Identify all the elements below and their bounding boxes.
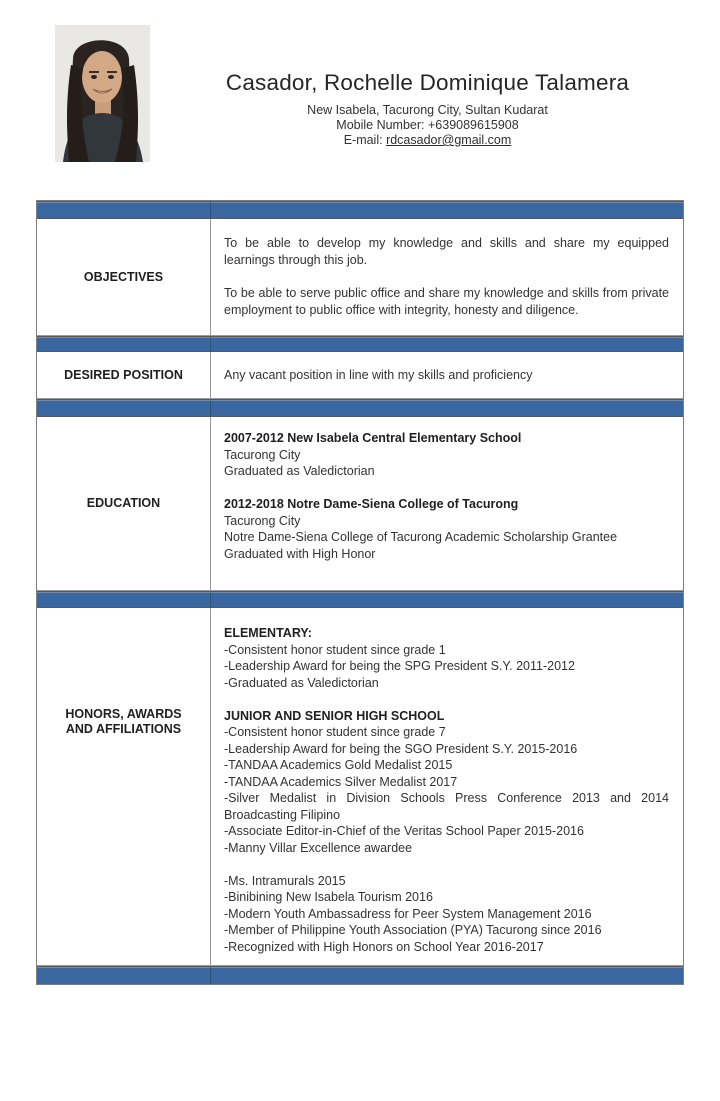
honors-highschool-list — [224, 724, 669, 856]
honors-label-line: AND AFFILIATIONS — [65, 722, 182, 736]
honors-item: -Manny Villar Excellence awardee — [224, 840, 413, 855]
honors-label-line: HONORS, AWARDS — [65, 707, 182, 721]
honors-item: -Ms. Intramurals 2015 — [224, 873, 346, 888]
mobile-line — [165, 118, 690, 133]
education-entry-line: Graduated with High Honor — [224, 546, 376, 561]
honors-elementary-list — [224, 642, 669, 692]
education-entry-title: 2012-2018 Notre Dame-Siena College of Tacurong — [224, 497, 519, 511]
education-entry-title: 2007-2012 New Isabela Central Elementary School — [224, 431, 522, 445]
email-label: E-mail: — [343, 133, 387, 147]
divider-bar-left-cell — [37, 202, 211, 218]
honors-item: -Member of Philippine Youth Association (PYA) Tacurong since 2016 — [224, 923, 602, 937]
honors-item: -Consistent honor student since grade 1 — [224, 642, 446, 657]
education-entry-line: Tacurong City — [224, 447, 301, 462]
objectives-content — [211, 219, 683, 335]
honors-other-list — [224, 873, 669, 956]
section-divider-bar — [37, 201, 683, 219]
section-divider-bar — [37, 336, 683, 352]
honors-item: -Silver Medalist in Division Schools Press Conference 2013 and 2014 Broadcasting Filipino — [224, 791, 669, 822]
education-entry-line: Tacurong City — [224, 513, 301, 528]
honors-item: -Consistent honor student since grade 7 — [224, 725, 446, 739]
honors-item: -TANDAA Academics Silver Medalist 2017 — [224, 774, 458, 789]
honors-label — [37, 608, 211, 965]
applicant-name: Casador, Rochelle Dominique Talamera — [225, 70, 630, 95]
address-line: New Isabela, Tacurong City, Sultan Kudarat — [307, 103, 548, 117]
divider-bar-left-cell — [37, 967, 211, 984]
blank-line — [224, 691, 669, 708]
education-content — [211, 417, 683, 590]
objective-paragraph-1: To be able to develop my knowledge and skills and share my equipped learnings through this job. — [224, 236, 669, 267]
applicant-photo-image — [55, 25, 150, 162]
email-line — [165, 133, 690, 148]
honors-item: -Leadership Award for being the SGO President S.Y. 2015-2016 — [224, 741, 578, 756]
education-row — [37, 417, 683, 591]
divider-bar-left-cell — [37, 592, 211, 607]
honors-item: -Binibining New Isabela Tourism 2016 — [224, 890, 433, 904]
applicant-photo — [55, 25, 150, 162]
objectives-row — [37, 219, 683, 336]
honors-item: -TANDAA Academics Gold Medalist 2015 — [224, 758, 453, 772]
desired-position-row — [37, 352, 683, 399]
desired-position-label: DESIRED POSITION — [37, 352, 211, 398]
divider-bar-right-cell — [211, 967, 683, 984]
honors-row — [37, 608, 683, 966]
section-divider-bar — [37, 399, 683, 417]
blank-line — [224, 480, 669, 497]
resume-table — [36, 200, 684, 985]
honors-item: -Modern Youth Ambassadress for Peer System Management 2016 — [224, 906, 592, 921]
divider-bar-right-cell — [211, 592, 683, 607]
honors-elementary-heading: ELEMENTARY: — [224, 626, 312, 640]
divider-bar-right-cell — [211, 202, 683, 218]
section-divider-bar — [37, 591, 683, 608]
honors-item: -Associate Editor-in-Chief of the Veritas School Paper 2015-2016 — [224, 824, 584, 838]
education-label: EDUCATION — [37, 417, 211, 590]
divider-bar-left-cell — [37, 337, 211, 351]
blank-line — [224, 856, 669, 873]
desired-position-text: Any vacant position in line with my skills and proficiency — [224, 367, 533, 382]
mobile-label: Mobile Number: — [336, 118, 428, 132]
honors-item: -Graduated as Valedictorian — [224, 675, 379, 690]
section-divider-bar — [37, 966, 683, 984]
divider-bar-right-cell — [211, 337, 683, 351]
honors-item: -Leadership Award for being the SPG President S.Y. 2011-2012 — [224, 659, 575, 673]
education-entry-line: Graduated as Valedictorian — [224, 464, 375, 478]
mobile-number: +639089615908 — [427, 118, 519, 132]
honors-item: -Recognized with High Honors on School Year 2016-2017 — [224, 939, 544, 954]
divider-bar-left-cell — [37, 400, 211, 416]
objective-paragraph-2: To be able to serve public office and share my knowledge and skills from private employment to public office with integrity, honesty and diligence. — [224, 286, 669, 317]
education-entry-line: Notre Dame-Siena College of Tacurong Academic Scholarship Grantee — [224, 530, 618, 544]
honors-highschool-heading: JUNIOR AND SENIOR HIGH SCHOOL — [224, 708, 445, 723]
honors-content — [211, 608, 683, 965]
header — [165, 70, 690, 148]
divider-bar-right-cell — [211, 400, 683, 416]
desired-position-content — [211, 352, 683, 398]
objectives-label: OBJECTIVES — [37, 219, 211, 335]
email-link[interactable]: rdcasador@gmail.com — [386, 133, 512, 147]
